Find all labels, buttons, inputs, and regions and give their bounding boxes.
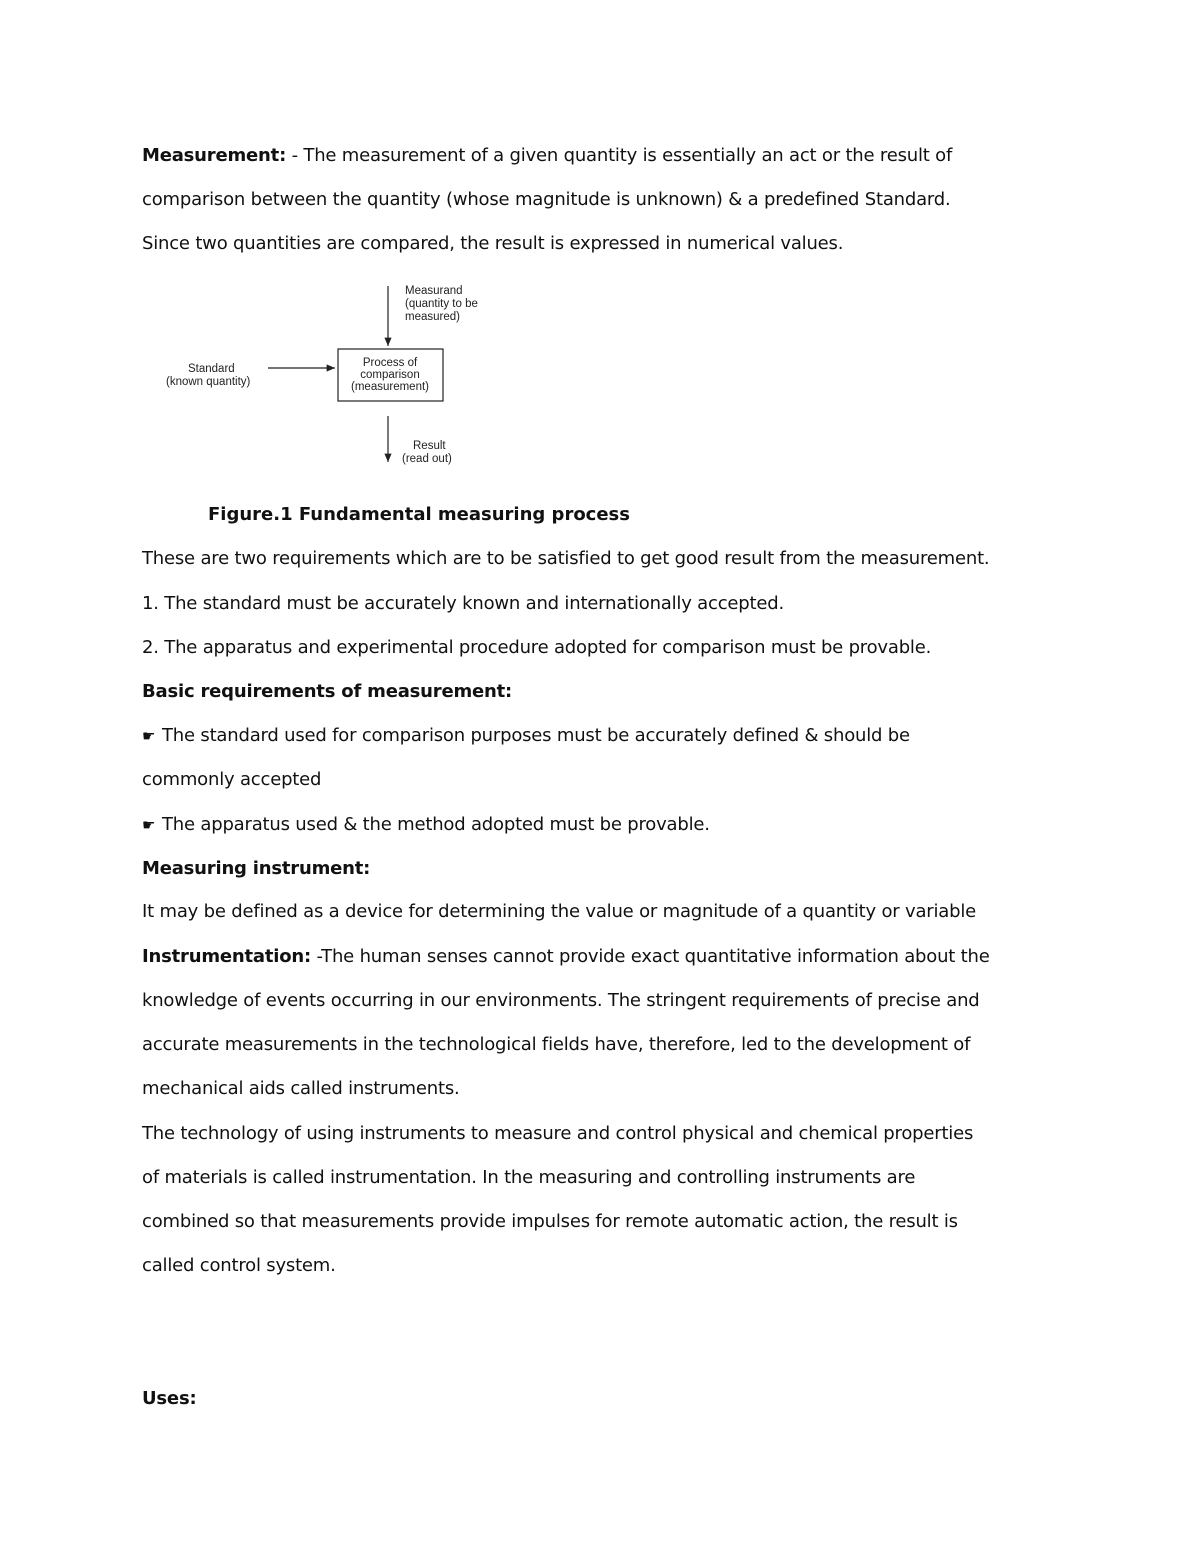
basic-requirements-heading: Basic requirements of measurement: <box>142 681 513 702</box>
process-label-2: comparison <box>360 369 420 381</box>
measurement-text: - The measurement of a given quantity is essentially an act or the result of <box>286 145 953 166</box>
standard-label-2: (known quantity) <box>166 376 251 388</box>
instrumentation-line-3: accurate measurements in the technological fields have, therefore, led to the development of <box>142 1034 971 1055</box>
result-label-2: (read out) <box>402 453 452 465</box>
technology-line-1: The technology of using instruments to measure and control physical and chemical properties <box>142 1123 974 1144</box>
pointing-hand-icon: ☛ <box>142 816 156 834</box>
basic-bullet-2-text: The apparatus used & the method adopted must be provable. <box>162 814 710 835</box>
uses-heading: Uses: <box>142 1388 197 1409</box>
requirement-item-2: 2. The apparatus and experimental procedure adopted for comparison must be provable. <box>142 637 932 658</box>
measurement-line-1 <box>142 144 952 168</box>
measurand-label-3: measured) <box>405 311 460 323</box>
technology-line-4: called control system. <box>142 1255 336 1276</box>
requirement-item-1: 1. The standard must be accurately known and internationally accepted. <box>142 593 784 614</box>
measurement-label: Measurement: <box>142 145 287 166</box>
pointing-hand-icon: ☛ <box>142 727 156 745</box>
technology-line-3: combined so that measurements provide impulses for remote automatic action, the result is <box>142 1211 958 1232</box>
result-label-1: Result <box>413 440 446 452</box>
basic-bullet-1 <box>142 724 910 748</box>
measurand-label-2: (quantity to be <box>405 298 478 310</box>
figure-caption: Figure.1 Fundamental measuring process <box>208 504 630 525</box>
measurement-line-2: comparison between the quantity (whose magnitude is unknown) & a predefined Standard. <box>142 189 951 210</box>
basic-bullet-2 <box>142 813 710 837</box>
measurand-label-1: Measurand <box>405 285 463 297</box>
process-label-3: (measurement) <box>351 381 429 393</box>
requirements-intro: These are two requirements which are to be satisfied to get good result from the measurement. <box>142 548 990 569</box>
technology-line-2: of materials is called instrumentation. In the measuring and controlling instruments are <box>142 1167 916 1188</box>
measuring-process-diagram <box>150 278 510 478</box>
standard-label-1: Standard <box>188 363 235 375</box>
measurement-line-3: Since two quantities are compared, the result is expressed in numerical values. <box>142 233 844 254</box>
instrumentation-text: -The human senses cannot provide exact quantitative information about the <box>311 946 990 967</box>
basic-bullet-1-text: The standard used for comparison purposes must be accurately defined & should be <box>162 725 910 746</box>
process-label-1: Process of <box>362 357 418 369</box>
basic-bullet-1-continued: commonly accepted <box>142 769 322 790</box>
measuring-instrument-text: It may be defined as a device for determining the value or magnitude of a quantity or variable <box>142 901 977 922</box>
instrumentation-line-1 <box>142 945 990 969</box>
measuring-instrument-heading: Measuring instrument: <box>142 858 371 879</box>
instrumentation-line-2: knowledge of events occurring in our environments. The stringent requirements of precise and <box>142 990 980 1011</box>
instrumentation-line-4: mechanical aids called instruments. <box>142 1078 460 1099</box>
instrumentation-label: Instrumentation: <box>142 946 312 967</box>
